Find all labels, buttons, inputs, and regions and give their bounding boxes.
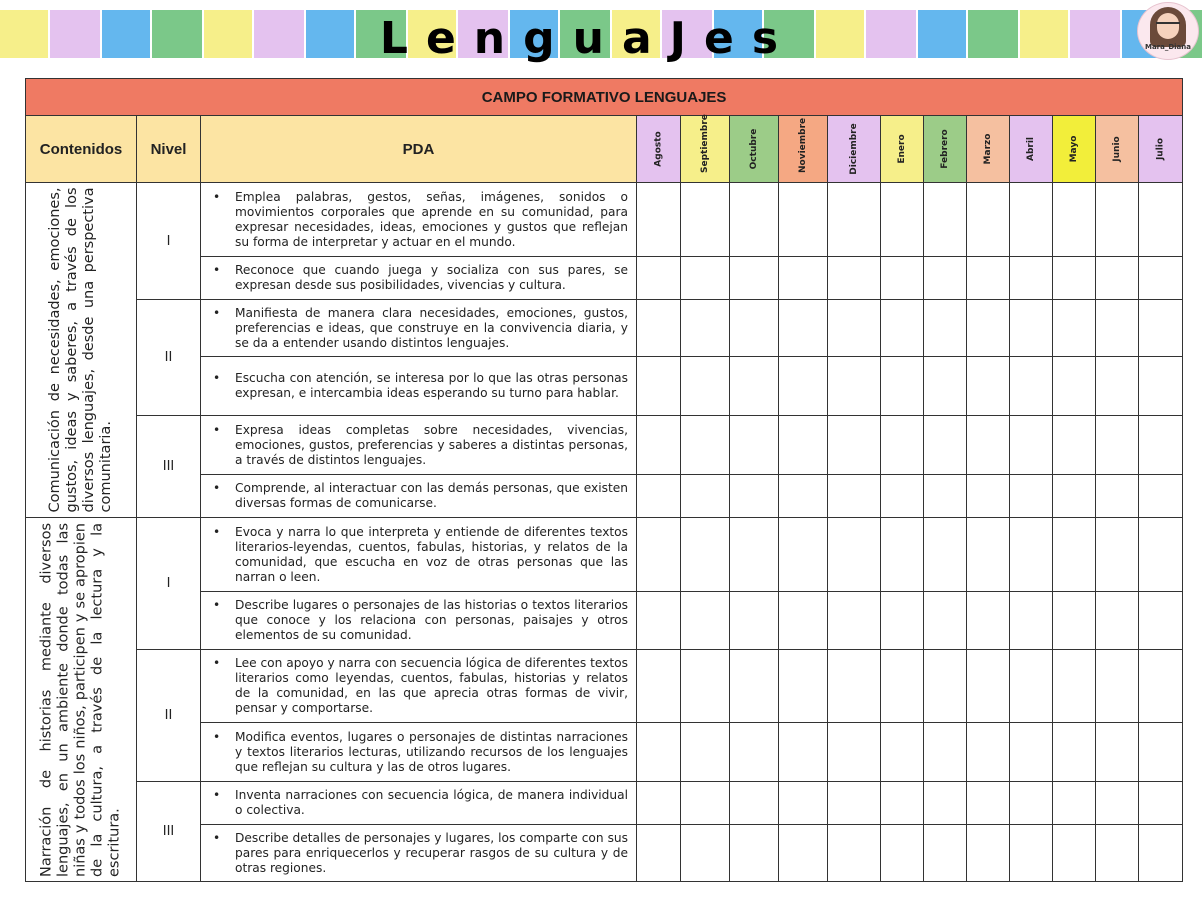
month-label: Marzo bbox=[983, 133, 993, 165]
month-check-cell[interactable] bbox=[730, 416, 779, 475]
month-label: Enero bbox=[897, 134, 907, 164]
month-check-cell[interactable] bbox=[881, 183, 924, 257]
month-check-cell[interactable] bbox=[924, 475, 967, 518]
month-label: Junio bbox=[1112, 136, 1122, 162]
month-check-cell[interactable] bbox=[828, 416, 881, 475]
pda-cell bbox=[201, 416, 637, 475]
title-letter: L bbox=[379, 12, 410, 64]
pda-text: Comprende, al interactuar con las demás personas, que existen diversas formas de comunicarse. bbox=[235, 481, 628, 510]
strip-square bbox=[1020, 10, 1068, 58]
month-header-enero bbox=[881, 116, 924, 183]
table-row bbox=[26, 416, 1183, 475]
author-avatar bbox=[1137, 2, 1199, 60]
pda-text: Describe detalles de personajes y lugares, los comparte con sus pares para enriquecerlos y recuperar rasgos de su cultura y de otras regiones. bbox=[235, 830, 628, 875]
month-check-cell[interactable] bbox=[828, 300, 881, 357]
month-check-cell[interactable] bbox=[637, 300, 681, 357]
month-check-cell[interactable] bbox=[967, 300, 1010, 357]
month-check-cell[interactable] bbox=[1010, 782, 1053, 825]
month-check-cell[interactable] bbox=[1053, 650, 1096, 723]
bullet-icon: • bbox=[213, 263, 221, 277]
month-check-cell[interactable] bbox=[779, 357, 828, 416]
month-check-cell[interactable] bbox=[730, 475, 779, 518]
month-check-cell[interactable] bbox=[967, 592, 1010, 650]
month-check-cell[interactable] bbox=[681, 518, 730, 592]
month-check-cell[interactable] bbox=[681, 825, 730, 882]
month-header-mayo bbox=[1053, 116, 1096, 183]
month-check-cell[interactable] bbox=[637, 416, 681, 475]
month-check-cell[interactable] bbox=[924, 825, 967, 882]
month-check-cell[interactable] bbox=[828, 475, 881, 518]
month-check-cell[interactable] bbox=[1096, 300, 1139, 357]
month-check-cell[interactable] bbox=[779, 782, 828, 825]
title-letter: a bbox=[621, 12, 654, 64]
pda-text: Describe lugares o personajes de las historias o textos literarios que conoce y los relaciona con personas, paisajes y otros elementos de su comunidad. bbox=[235, 598, 628, 642]
month-check-cell[interactable] bbox=[1053, 723, 1096, 782]
month-check-cell[interactable] bbox=[881, 416, 924, 475]
month-check-cell[interactable] bbox=[730, 257, 779, 300]
month-check-cell[interactable] bbox=[1096, 518, 1139, 592]
strip-square bbox=[1070, 10, 1120, 58]
month-check-cell[interactable] bbox=[967, 416, 1010, 475]
month-check-cell[interactable] bbox=[681, 723, 730, 782]
month-check-cell[interactable] bbox=[1096, 782, 1139, 825]
month-check-cell[interactable] bbox=[967, 782, 1010, 825]
month-header-julio bbox=[1139, 116, 1183, 183]
table-row bbox=[26, 183, 1183, 257]
month-check-cell[interactable] bbox=[730, 518, 779, 592]
strip-square bbox=[0, 10, 48, 58]
month-check-cell[interactable] bbox=[1010, 416, 1053, 475]
pda-cell bbox=[201, 723, 637, 782]
month-check-cell[interactable] bbox=[1010, 650, 1053, 723]
month-check-cell[interactable] bbox=[1139, 782, 1183, 825]
month-check-cell[interactable] bbox=[779, 475, 828, 518]
month-check-cell[interactable] bbox=[779, 183, 828, 257]
month-check-cell[interactable] bbox=[681, 650, 730, 723]
month-check-cell[interactable] bbox=[1139, 416, 1183, 475]
month-check-cell[interactable] bbox=[779, 518, 828, 592]
nivel-cell: I bbox=[137, 183, 201, 300]
month-label: Febrero bbox=[940, 129, 950, 169]
month-check-cell[interactable] bbox=[637, 257, 681, 300]
month-check-cell[interactable] bbox=[1096, 257, 1139, 300]
month-check-cell[interactable] bbox=[730, 300, 779, 357]
month-label: Septiembre bbox=[700, 114, 710, 173]
month-check-cell[interactable] bbox=[967, 257, 1010, 300]
month-check-cell[interactable] bbox=[730, 650, 779, 723]
month-header-octubre bbox=[730, 116, 779, 183]
month-header-febrero bbox=[924, 116, 967, 183]
month-check-cell[interactable] bbox=[924, 300, 967, 357]
pda-text: Escucha con atención, se interesa por lo que las otras personas expresan, e intercambia ideas esperando su turno para hablar. bbox=[235, 371, 628, 400]
month-check-cell[interactable] bbox=[924, 357, 967, 416]
title-letter: g bbox=[523, 12, 557, 64]
month-check-cell[interactable] bbox=[967, 723, 1010, 782]
month-check-cell[interactable] bbox=[881, 592, 924, 650]
pda-cell bbox=[201, 782, 637, 825]
bullet-icon: • bbox=[213, 481, 221, 495]
month-check-cell[interactable] bbox=[779, 300, 828, 357]
month-check-cell[interactable] bbox=[730, 183, 779, 257]
month-check-cell[interactable] bbox=[1010, 518, 1053, 592]
month-check-cell[interactable] bbox=[779, 650, 828, 723]
table-row bbox=[26, 300, 1183, 357]
month-check-cell[interactable] bbox=[779, 257, 828, 300]
month-check-cell[interactable] bbox=[881, 475, 924, 518]
month-label: Diciembre bbox=[849, 123, 859, 175]
month-check-cell[interactable] bbox=[924, 183, 967, 257]
month-check-cell[interactable] bbox=[1139, 825, 1183, 882]
month-check-cell[interactable] bbox=[828, 782, 881, 825]
month-label: Noviembre bbox=[798, 117, 808, 173]
month-check-cell[interactable] bbox=[924, 518, 967, 592]
month-check-cell[interactable] bbox=[730, 723, 779, 782]
col-contenidos-header: Contenidos bbox=[26, 116, 137, 183]
month-label: Octubre bbox=[749, 128, 759, 170]
pda-text: Modifica eventos, lugares o personajes de distintas narraciones y textos literarios lecturas, utilizando recursos de los lenguajes que reflejan su cultura y las de otros lugares. bbox=[235, 729, 628, 774]
month-check-cell[interactable] bbox=[681, 183, 730, 257]
month-check-cell[interactable] bbox=[1010, 257, 1053, 300]
month-header-agosto bbox=[637, 116, 681, 183]
month-check-cell[interactable] bbox=[1139, 650, 1183, 723]
month-check-cell[interactable] bbox=[1010, 825, 1053, 882]
month-check-cell[interactable] bbox=[637, 650, 681, 723]
strip-square bbox=[306, 10, 354, 58]
strip-square bbox=[968, 10, 1018, 58]
bullet-icon: • bbox=[213, 422, 221, 437]
month-header-diciembre bbox=[828, 116, 881, 183]
month-check-cell[interactable] bbox=[967, 183, 1010, 257]
month-header-junio bbox=[1096, 116, 1139, 183]
month-check-cell[interactable] bbox=[779, 416, 828, 475]
contenido-text: Comunicación de necesidades, emociones, gustos, ideas y saberes, a través de los diversos lenguajes, desde una perspectiva comunitaria. bbox=[47, 187, 114, 513]
month-check-cell[interactable] bbox=[1139, 723, 1183, 782]
month-check-cell[interactable] bbox=[637, 475, 681, 518]
strip-square bbox=[816, 10, 864, 58]
table-row bbox=[26, 650, 1183, 723]
title-letter: n bbox=[473, 12, 508, 64]
month-check-cell[interactable] bbox=[1010, 723, 1053, 782]
pda-cell bbox=[201, 650, 637, 723]
month-check-cell[interactable] bbox=[1096, 723, 1139, 782]
pda-cell bbox=[201, 518, 637, 592]
month-check-cell[interactable] bbox=[1010, 183, 1053, 257]
strip-square bbox=[152, 10, 202, 58]
month-check-cell[interactable] bbox=[637, 357, 681, 416]
month-check-cell[interactable] bbox=[681, 300, 730, 357]
month-check-cell[interactable] bbox=[924, 782, 967, 825]
month-check-cell[interactable] bbox=[1010, 475, 1053, 518]
strip-square bbox=[866, 10, 916, 58]
month-check-cell[interactable] bbox=[881, 825, 924, 882]
month-check-cell[interactable] bbox=[881, 723, 924, 782]
month-check-cell[interactable] bbox=[681, 782, 730, 825]
month-check-cell[interactable] bbox=[1053, 592, 1096, 650]
month-check-cell[interactable] bbox=[828, 518, 881, 592]
strip-square bbox=[918, 10, 966, 58]
month-check-cell[interactable] bbox=[924, 257, 967, 300]
month-check-cell[interactable] bbox=[828, 357, 881, 416]
month-check-cell[interactable] bbox=[1139, 257, 1183, 300]
nivel-cell: I bbox=[137, 518, 201, 650]
title-letter: s bbox=[751, 12, 781, 64]
month-check-cell[interactable] bbox=[779, 723, 828, 782]
month-check-cell[interactable] bbox=[1096, 416, 1139, 475]
bullet-icon: • bbox=[213, 830, 221, 845]
month-header-marzo bbox=[967, 116, 1010, 183]
month-check-cell[interactable] bbox=[637, 518, 681, 592]
month-check-cell[interactable] bbox=[828, 183, 881, 257]
col-nivel-header: Nivel bbox=[137, 116, 201, 183]
month-check-cell[interactable] bbox=[1096, 183, 1139, 257]
month-check-cell[interactable] bbox=[1053, 518, 1096, 592]
month-label: Mayo bbox=[1069, 135, 1079, 163]
pda-text: Expresa ideas completas sobre necesidades, vivencias, emociones, gustos, preferencias y saberes a distintas personas, a través de distintos lenguajes. bbox=[235, 422, 628, 467]
month-check-cell[interactable] bbox=[730, 592, 779, 650]
title-letter: e bbox=[425, 12, 458, 64]
bullet-icon: • bbox=[213, 656, 221, 670]
bullet-icon: • bbox=[213, 524, 221, 539]
page-title bbox=[360, 10, 800, 66]
pda-cell bbox=[201, 825, 637, 882]
month-check-cell[interactable] bbox=[681, 475, 730, 518]
month-check-cell[interactable] bbox=[730, 825, 779, 882]
month-check-cell[interactable] bbox=[681, 592, 730, 650]
title-letter: J bbox=[669, 12, 689, 64]
month-check-cell[interactable] bbox=[637, 592, 681, 650]
month-check-cell[interactable] bbox=[924, 592, 967, 650]
nivel-cell: II bbox=[137, 300, 201, 416]
month-check-cell[interactable] bbox=[1053, 416, 1096, 475]
month-check-cell[interactable] bbox=[779, 825, 828, 882]
month-check-cell[interactable] bbox=[1010, 357, 1053, 416]
month-check-cell[interactable] bbox=[637, 183, 681, 257]
strip-square bbox=[102, 10, 150, 58]
month-check-cell[interactable] bbox=[1010, 592, 1053, 650]
lenguajes-table bbox=[25, 78, 1183, 882]
pda-cell bbox=[201, 300, 637, 357]
month-check-cell[interactable] bbox=[967, 825, 1010, 882]
bullet-icon: • bbox=[213, 598, 221, 612]
month-check-cell[interactable] bbox=[967, 475, 1010, 518]
pda-cell bbox=[201, 257, 637, 300]
month-check-cell[interactable] bbox=[1096, 357, 1139, 416]
month-check-cell[interactable] bbox=[1139, 300, 1183, 357]
bullet-icon: • bbox=[213, 305, 221, 320]
month-check-cell[interactable] bbox=[637, 825, 681, 882]
title-letter: u bbox=[572, 12, 606, 64]
month-check-cell[interactable] bbox=[967, 650, 1010, 723]
table-row bbox=[26, 782, 1183, 825]
bullet-icon: • bbox=[213, 788, 221, 802]
month-check-cell[interactable] bbox=[881, 650, 924, 723]
month-check-cell[interactable] bbox=[881, 257, 924, 300]
bullet-icon: • bbox=[213, 189, 221, 204]
month-check-cell[interactable] bbox=[924, 416, 967, 475]
pda-cell bbox=[201, 357, 637, 416]
month-check-cell[interactable] bbox=[1010, 300, 1053, 357]
month-check-cell[interactable] bbox=[1053, 300, 1096, 357]
month-check-cell[interactable] bbox=[1096, 475, 1139, 518]
month-check-cell[interactable] bbox=[1096, 592, 1139, 650]
bullet-icon: • bbox=[213, 729, 221, 744]
month-check-cell[interactable] bbox=[1053, 782, 1096, 825]
month-check-cell[interactable] bbox=[924, 650, 967, 723]
month-check-cell[interactable] bbox=[828, 825, 881, 882]
pda-text: Reconoce que cuando juega y socializa con sus pares, se expresan desde sus posibilidades, vivencias y cultura. bbox=[235, 263, 628, 292]
contenido-cell bbox=[26, 183, 137, 518]
pda-cell bbox=[201, 183, 637, 257]
month-label: Agosto bbox=[653, 131, 664, 167]
month-check-cell[interactable] bbox=[1096, 650, 1139, 723]
month-check-cell[interactable] bbox=[828, 723, 881, 782]
month-check-cell[interactable] bbox=[730, 782, 779, 825]
month-check-cell[interactable] bbox=[828, 650, 881, 723]
month-header-abril bbox=[1010, 116, 1053, 183]
nivel-cell: III bbox=[137, 416, 201, 518]
campo-formativo-banner: CAMPO FORMATIVO LENGUAJES bbox=[26, 79, 1183, 116]
month-check-cell[interactable] bbox=[1053, 475, 1096, 518]
month-check-cell[interactable] bbox=[881, 300, 924, 357]
strip-square bbox=[254, 10, 304, 58]
month-check-cell[interactable] bbox=[1053, 825, 1096, 882]
pda-text: Manifiesta de manera clara necesidades, emociones, gustos, preferencias e ideas, que construye en la convivencia diaria, y se da a entender usando distintos lenguajes. bbox=[235, 305, 628, 350]
author-badge: Mara_Diana bbox=[1144, 43, 1191, 51]
month-check-cell[interactable] bbox=[730, 357, 779, 416]
pda-cell bbox=[201, 592, 637, 650]
strip-square bbox=[50, 10, 100, 58]
month-check-cell[interactable] bbox=[881, 357, 924, 416]
nivel-cell: III bbox=[137, 782, 201, 882]
col-pda-header: PDA bbox=[201, 116, 637, 183]
nivel-cell: II bbox=[137, 650, 201, 782]
month-check-cell[interactable] bbox=[828, 257, 881, 300]
table-row bbox=[26, 518, 1183, 592]
month-label: Abril bbox=[1026, 136, 1036, 162]
month-check-cell[interactable] bbox=[1053, 183, 1096, 257]
pda-cell bbox=[201, 475, 637, 518]
pda-text: Lee con apoyo y narra con secuencia lógica de diferentes textos literarios como leyendas, cuentos, fabulas, historias y relatos de la comunidad, en las que aprecia otras formas de vivir, pensar y comportarse. bbox=[235, 656, 628, 715]
pda-text: Inventa narraciones con secuencia lógica, de manera individual o colectiva. bbox=[235, 788, 628, 817]
month-check-cell[interactable] bbox=[828, 592, 881, 650]
month-check-cell[interactable] bbox=[1139, 357, 1183, 416]
month-check-cell[interactable] bbox=[1096, 825, 1139, 882]
contenido-text: Narración de historias mediante diversos lenguajes, en un ambiente donde todas las niñas y todos los niños, participen y se apropien de la cultura, a través de la lectura y la escritura. bbox=[38, 522, 123, 877]
month-check-cell[interactable] bbox=[881, 782, 924, 825]
month-check-cell[interactable] bbox=[1139, 183, 1183, 257]
month-check-cell[interactable] bbox=[681, 257, 730, 300]
month-check-cell[interactable] bbox=[1139, 475, 1183, 518]
month-label: Julio bbox=[1155, 137, 1166, 161]
month-check-cell[interactable] bbox=[967, 357, 1010, 416]
month-check-cell[interactable] bbox=[1139, 518, 1183, 592]
month-check-cell[interactable] bbox=[967, 518, 1010, 592]
title-letter: e bbox=[704, 12, 736, 64]
contenido-cell bbox=[26, 518, 137, 882]
month-header-noviembre bbox=[779, 116, 828, 183]
month-check-cell[interactable] bbox=[681, 357, 730, 416]
pda-text: Emplea palabras, gestos, señas, imágenes, sonidos o movimientos corporales que aprende en su comunidad, para expresar necesidades, ideas, emociones y gustos que reflejan su forma de interpretar y actuar en el mundo. bbox=[235, 189, 628, 249]
month-header-septiembre bbox=[681, 116, 730, 183]
month-check-cell[interactable] bbox=[637, 723, 681, 782]
month-check-cell[interactable] bbox=[637, 782, 681, 825]
month-check-cell[interactable] bbox=[1053, 357, 1096, 416]
bullet-icon: • bbox=[213, 371, 221, 385]
month-check-cell[interactable] bbox=[1053, 257, 1096, 300]
month-check-cell[interactable] bbox=[1139, 592, 1183, 650]
strip-square bbox=[204, 10, 252, 58]
month-check-cell[interactable] bbox=[924, 723, 967, 782]
month-check-cell[interactable] bbox=[681, 416, 730, 475]
month-check-cell[interactable] bbox=[881, 518, 924, 592]
month-check-cell[interactable] bbox=[779, 592, 828, 650]
pda-text: Evoca y narra lo que interpreta y entiende de diferentes textos literarios-leyendas, cuentos, fabulas, historias, y relatos de la comunidad, que escucha en voz de otras personas que las narran o leen. bbox=[235, 524, 628, 584]
